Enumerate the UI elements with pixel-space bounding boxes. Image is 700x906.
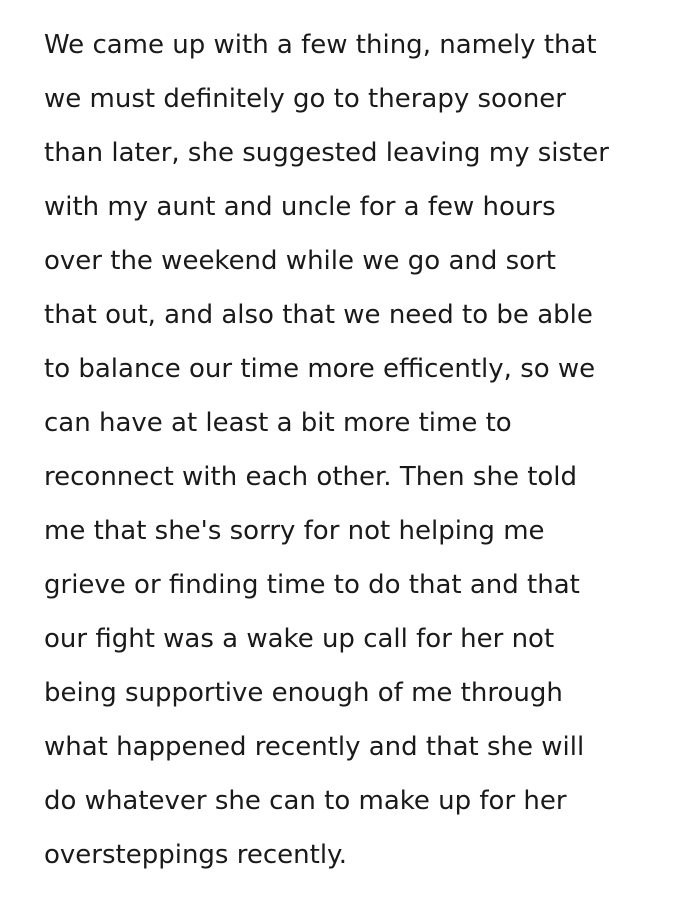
story-line: being supportive enough of me through [44,678,563,708]
story-line: grieve or finding time to do that and that [44,570,580,600]
story-line: our fight was a wake up call for her not [44,624,555,654]
story-line: reconnect with each other. Then she told [44,462,578,492]
story-paragraph [44,18,684,882]
story-line: what happened recently and that she will [44,732,585,762]
story-line: that out, and also that we need to be able [44,300,593,330]
story-line: over the weekend while we go and sort [44,246,556,276]
story-line: do whatever she can to make up for her [44,786,567,816]
story-line: me that she's sorry for not helping me [44,516,545,546]
story-line: we must definitely go to therapy sooner [44,84,566,114]
story-line: than later, she suggested leaving my sister [44,138,609,168]
story-line: We came up with a few thing, namely that [44,30,597,60]
story-line: oversteppings recently. [44,840,347,870]
story-line: can have at least a bit more time to [44,408,512,438]
story-line: to balance our time more efficently, so we [44,354,596,384]
story-line: with my aunt and uncle for a few hours [44,192,556,222]
